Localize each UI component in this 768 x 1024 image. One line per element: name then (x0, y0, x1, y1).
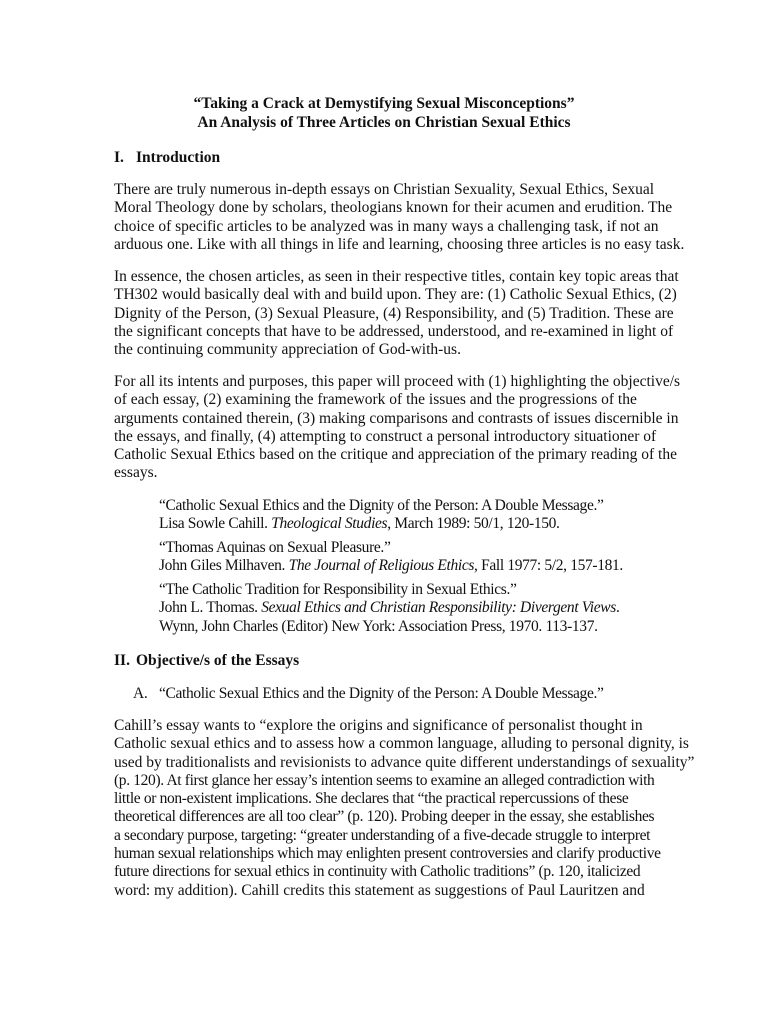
text-line: There are truly numerous in-depth essays on Christian Sexuality, Sexual Ethics, Sexual (114, 181, 655, 198)
reference-citation (159, 599, 619, 617)
reference-3 (159, 581, 619, 636)
text-line: the essays, and finally, (4) attempting to construct a personal introductory situationer of (114, 427, 657, 445)
text-line: (p. 120). At first glance her essay’s intention seems to examine an alleged contradiction with (114, 771, 655, 789)
reference-author: John L. Thomas. (159, 599, 262, 617)
reference-2 (159, 539, 623, 576)
reference-journal: Theological Studies (271, 515, 388, 533)
section-heading-objectives (114, 651, 299, 670)
text-line: essays. (114, 464, 158, 482)
section-title: Objective/s of the Essays (136, 652, 300, 669)
text-line: Dignity of the Person, (3) Sexual Pleasure, (4) Responsibility, and (5) Tradition. These are (114, 304, 674, 322)
reference-title: “Catholic Sexual Ethics and the Dignity of the Person: A Double Message.” (159, 497, 604, 514)
reference-citation (159, 557, 623, 575)
section-title: Introduction (136, 149, 221, 166)
text-line: In essence, the chosen articles, as seen in their respective titles, contain key topic areas that (114, 268, 679, 285)
reference-title: “The Catholic Tradition for Responsibility in Sexual Ethics.” (159, 581, 517, 598)
text-line: word: my addition). Cahill credits this statement as suggestions of Paul Lauritzen and (114, 881, 645, 899)
text-line: future directions for sexual ethics in continuity with Catholic traditions” (p. 120, italicized (114, 863, 641, 881)
reference-details: , Fall 1977: 5/2, 157-181. (474, 557, 623, 575)
section-number: I. (114, 149, 124, 166)
section-number: II. (114, 652, 130, 669)
objectives-paragraph-1 (114, 717, 695, 900)
intro-paragraph-3 (114, 373, 681, 483)
text-line: For all its intents and purposes, this paper will proceed with (1) highlighting the objective/s (114, 373, 681, 390)
text-line: of each essay, (2) examining the framework of the issues and the progressions of the (114, 391, 637, 409)
reference-author: John Giles Milhaven. (159, 557, 289, 575)
reference-details: . (615, 599, 620, 617)
text-line: Catholic Sexual Ethics based on the critique and appreciation of the primary reading of the (114, 446, 677, 464)
document-title-line-2: An Analysis of Three Articles on Christian Sexual Ethics (197, 114, 571, 131)
reference-citation (159, 515, 604, 533)
text-line: the significant concepts that have to be addressed, understood, and re-examined in light of (114, 322, 674, 340)
reference-1 (159, 497, 604, 534)
reference-journal: Sexual Ethics and Christian Responsibility: Divergent Views (261, 599, 616, 617)
reference-title: “Thomas Aquinas on Sexual Pleasure.” (159, 539, 391, 556)
subsection-title: “Catholic Sexual Ethics and the Dignity of the Person: A Double Message.” (159, 685, 604, 702)
section-heading-introduction (114, 148, 220, 167)
text-line: choice of specific articles to be analyzed was in many ways a challenging task, if not an (114, 217, 659, 235)
document-title-line-1: “Taking a Crack at Demystifying Sexual Misconceptions” (193, 95, 575, 112)
text-line: human sexual relationships which may enlighten present controversies and clarify productive (114, 845, 661, 863)
subsection-a-heading (133, 684, 604, 703)
text-line: Cahill’s essay wants to “explore the origins and significance of personalist thought in (114, 717, 643, 734)
text-line: little or non-existent implications. She declares that “the practical repercussions of these (114, 790, 629, 808)
text-line: the continuing community appreciation of God-with-us. (114, 341, 461, 359)
text-line: arguments contained therein, (3) making comparisons and contrasts of issues discernible in (114, 409, 679, 427)
reference-details: , March 1989: 50/1, 120-150. (387, 515, 560, 533)
intro-paragraph-1 (114, 181, 685, 254)
reference-author: Lisa Sowle Cahill. (159, 515, 272, 533)
text-line: Catholic sexual ethics and to assess how a common language, alluding to personal dignity, is (114, 735, 689, 753)
text-line: TH302 would basically deal with and build upon. They are: (1) Catholic Sexual Ethics, (2) (114, 286, 677, 304)
reference-journal: The Journal of Religious Ethics (288, 557, 475, 575)
text-line: a secondary purpose, targeting: “greater understanding of a five-decade struggle to interpret (114, 826, 651, 844)
text-line: theoretical differences are all too clear” (p. 120). Probing deeper in the essay, she establishes (114, 808, 655, 826)
text-line: Moral Theology done by scholars, theologians known for their acumen and erudition. The (114, 199, 673, 217)
subsection-letter: A. (133, 685, 148, 702)
text-line: used by traditionalists and revisionists to advance quite different understandings of sexuality” (114, 753, 695, 771)
intro-paragraph-2 (114, 268, 679, 359)
text-line: arduous one. Like with all things in life and learning, choosing three articles is no easy task. (114, 235, 685, 253)
reference-publisher: Wynn, John Charles (Editor) New York: Association Press, 1970. 113-137. (159, 617, 598, 635)
